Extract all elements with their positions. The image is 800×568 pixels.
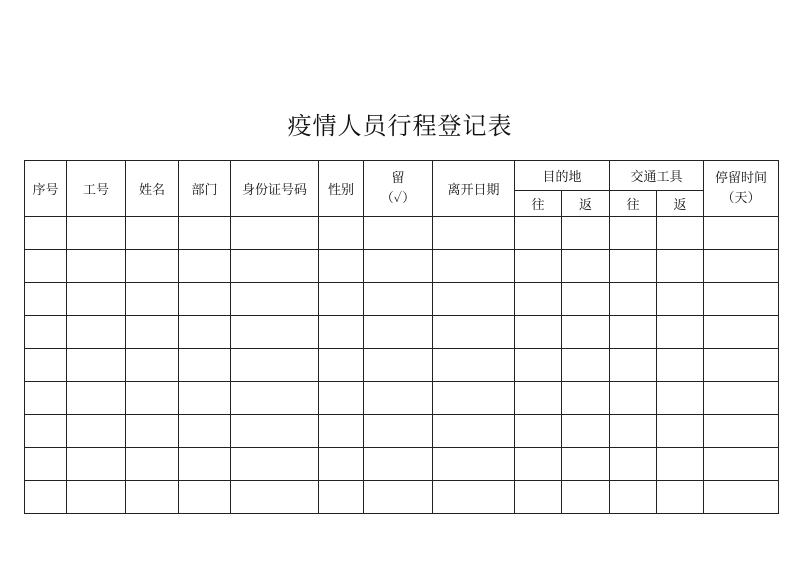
cell-stay-time[interactable] — [704, 217, 779, 250]
cell-dest-to[interactable] — [515, 349, 562, 382]
cell-trans-to[interactable] — [610, 415, 657, 448]
header-emp-id: 工号 — [67, 161, 126, 217]
cell-seq[interactable] — [25, 250, 67, 283]
cell-name[interactable] — [126, 349, 179, 382]
cell-dest-back[interactable] — [562, 481, 610, 514]
cell-trans-back[interactable] — [657, 283, 704, 316]
cell-trans-to[interactable] — [610, 382, 657, 415]
cell-gender[interactable] — [319, 415, 364, 448]
cell-name[interactable] — [126, 316, 179, 349]
cell-gender[interactable] — [319, 250, 364, 283]
table-row — [25, 415, 779, 448]
cell-seq[interactable] — [25, 415, 67, 448]
cell-seq[interactable] — [25, 448, 67, 481]
cell-id-number[interactable] — [231, 283, 319, 316]
cell-trans-to[interactable] — [610, 316, 657, 349]
cell-name[interactable] — [126, 283, 179, 316]
table-row — [25, 448, 779, 481]
cell-dest-to[interactable] — [515, 217, 562, 250]
cell-stay-time[interactable] — [704, 415, 779, 448]
cell-dept[interactable] — [179, 217, 231, 250]
cell-dept[interactable] — [179, 481, 231, 514]
header-seq: 序号 — [25, 161, 67, 217]
cell-name[interactable] — [126, 448, 179, 481]
cell-gender[interactable] — [319, 448, 364, 481]
cell-gender[interactable] — [319, 283, 364, 316]
cell-dest-back[interactable] — [562, 283, 610, 316]
cell-dest-back[interactable] — [562, 382, 610, 415]
table-row — [25, 481, 779, 514]
cell-dest-back[interactable] — [562, 415, 610, 448]
cell-leave-date[interactable] — [433, 283, 515, 316]
cell-id-number[interactable] — [231, 349, 319, 382]
cell-dept[interactable] — [179, 250, 231, 283]
cell-id-number[interactable] — [231, 217, 319, 250]
cell-stay[interactable] — [364, 316, 433, 349]
cell-stay-time[interactable] — [704, 448, 779, 481]
cell-id-number[interactable] — [231, 415, 319, 448]
cell-name[interactable] — [126, 217, 179, 250]
table-row — [25, 250, 779, 283]
cell-stay[interactable] — [364, 382, 433, 415]
cell-dest-back[interactable] — [562, 217, 610, 250]
cell-stay-time[interactable] — [704, 349, 779, 382]
cell-trans-to[interactable] — [610, 448, 657, 481]
cell-leave-date[interactable] — [433, 415, 515, 448]
table-row — [25, 283, 779, 316]
cell-dept[interactable] — [179, 283, 231, 316]
cell-stay-time[interactable] — [704, 250, 779, 283]
cell-leave-date[interactable] — [433, 349, 515, 382]
cell-dest-back[interactable] — [562, 448, 610, 481]
header-leave-date: 离开日期 — [433, 161, 515, 217]
cell-id-number[interactable] — [231, 448, 319, 481]
cell-seq[interactable] — [25, 481, 67, 514]
cell-seq[interactable] — [25, 316, 67, 349]
table-row — [25, 316, 779, 349]
cell-id-number[interactable] — [231, 250, 319, 283]
cell-dest-to[interactable] — [515, 448, 562, 481]
cell-gender[interactable] — [319, 316, 364, 349]
header-name: 姓名 — [126, 161, 179, 217]
cell-leave-date[interactable] — [433, 250, 515, 283]
cell-stay[interactable] — [364, 448, 433, 481]
cell-gender[interactable] — [319, 382, 364, 415]
header-stay-time-label: 停留时间 — [715, 170, 768, 186]
cell-trans-to[interactable] — [610, 349, 657, 382]
cell-trans-back[interactable] — [657, 382, 704, 415]
cell-leave-date[interactable] — [433, 448, 515, 481]
cell-trans-back[interactable] — [657, 316, 704, 349]
cell-seq[interactable] — [25, 382, 67, 415]
cell-dest-to[interactable] — [515, 250, 562, 283]
cell-seq[interactable] — [25, 217, 67, 250]
cell-dept[interactable] — [179, 316, 231, 349]
header-gender: 性别 — [319, 161, 364, 217]
cell-dest-back[interactable] — [562, 250, 610, 283]
cell-dest-to[interactable] — [515, 316, 562, 349]
header-stay-mark: （✓） — [380, 190, 416, 206]
cell-stay[interactable] — [364, 415, 433, 448]
header-transport: 交通工具 — [610, 161, 704, 191]
cell-trans-to[interactable] — [610, 217, 657, 250]
cell-emp-id[interactable] — [67, 448, 126, 481]
cell-id-number[interactable] — [231, 316, 319, 349]
table-row — [25, 382, 779, 415]
table-body — [25, 217, 779, 514]
cell-name[interactable] — [126, 481, 179, 514]
cell-trans-back[interactable] — [657, 217, 704, 250]
cell-id-number[interactable] — [231, 481, 319, 514]
cell-dest-to[interactable] — [515, 283, 562, 316]
cell-leave-date[interactable] — [433, 382, 515, 415]
cell-trans-back[interactable] — [657, 415, 704, 448]
cell-trans-back[interactable] — [657, 481, 704, 514]
cell-emp-id[interactable] — [67, 415, 126, 448]
cell-stay[interactable] — [364, 250, 433, 283]
cell-emp-id[interactable] — [67, 283, 126, 316]
cell-stay-time[interactable] — [704, 283, 779, 316]
header-dept: 部门 — [179, 161, 231, 217]
cell-emp-id[interactable] — [67, 382, 126, 415]
cell-emp-id[interactable] — [67, 316, 126, 349]
cell-trans-back[interactable] — [657, 250, 704, 283]
cell-dept[interactable] — [179, 349, 231, 382]
cell-seq[interactable] — [25, 283, 67, 316]
cell-dest-back[interactable] — [562, 316, 610, 349]
cell-dept[interactable] — [179, 382, 231, 415]
cell-trans-to[interactable] — [610, 283, 657, 316]
cell-dest-to[interactable] — [515, 382, 562, 415]
cell-stay-time[interactable] — [704, 382, 779, 415]
header-dest-back: 返 — [562, 191, 610, 217]
header-id-number: 身份证号码 — [231, 161, 319, 217]
cell-dest-back[interactable] — [562, 349, 610, 382]
cell-leave-date[interactable] — [433, 316, 515, 349]
header-row-top — [25, 161, 779, 191]
cell-gender[interactable] — [319, 217, 364, 250]
cell-trans-to[interactable] — [610, 481, 657, 514]
cell-stay-time[interactable] — [704, 316, 779, 349]
cell-name[interactable] — [126, 415, 179, 448]
cell-stay[interactable] — [364, 217, 433, 250]
header-stay — [364, 161, 433, 217]
header-stay-time-unit: （天） — [721, 190, 761, 206]
cell-name[interactable] — [126, 382, 179, 415]
cell-trans-to[interactable] — [610, 250, 657, 283]
cell-name[interactable] — [126, 250, 179, 283]
cell-dest-to[interactable] — [515, 481, 562, 514]
cell-leave-date[interactable] — [433, 217, 515, 250]
register-table — [24, 160, 779, 514]
cell-stay-time[interactable] — [704, 481, 779, 514]
cell-emp-id[interactable] — [67, 481, 126, 514]
cell-dest-to[interactable] — [515, 415, 562, 448]
header-trans-back: 返 — [657, 191, 704, 217]
cell-emp-id[interactable] — [67, 349, 126, 382]
cell-stay[interactable] — [364, 349, 433, 382]
cell-dept[interactable] — [179, 448, 231, 481]
header-stay-time — [704, 161, 779, 217]
page-title: 疫情人员行程登记表 — [287, 112, 513, 140]
cell-trans-back[interactable] — [657, 448, 704, 481]
cell-stay[interactable] — [364, 481, 433, 514]
cell-emp-id[interactable] — [67, 217, 126, 250]
cell-trans-back[interactable] — [657, 349, 704, 382]
cell-leave-date[interactable] — [433, 481, 515, 514]
cell-stay[interactable] — [364, 283, 433, 316]
header-dest-to: 往 — [515, 191, 562, 217]
cell-gender[interactable] — [319, 481, 364, 514]
header-trans-to: 往 — [610, 191, 657, 217]
cell-gender[interactable] — [319, 349, 364, 382]
header-destination: 目的地 — [515, 161, 610, 191]
table-row — [25, 349, 779, 382]
table-row — [25, 217, 779, 250]
cell-id-number[interactable] — [231, 382, 319, 415]
cell-dept[interactable] — [179, 415, 231, 448]
header-stay-label: 留 — [391, 170, 405, 186]
cell-emp-id[interactable] — [67, 250, 126, 283]
cell-seq[interactable] — [25, 349, 67, 382]
